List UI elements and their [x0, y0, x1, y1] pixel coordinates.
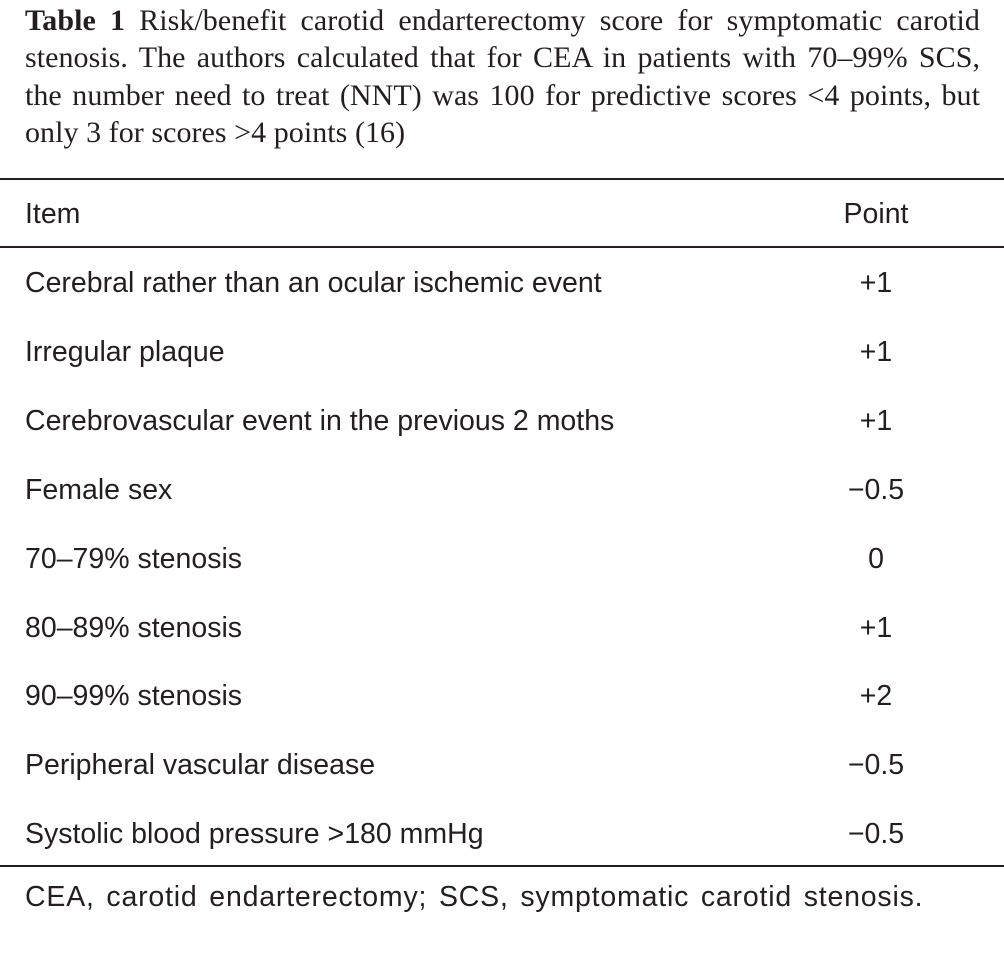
table-top-rule: [0, 178, 1004, 180]
table-row-item: 90–99% stenosis: [25, 680, 243, 712]
table-row-point: +2: [859, 680, 893, 712]
table-footnote: CEA, carotid endarterectomy; SCS, symptomatic carotid stenosis.: [25, 881, 924, 913]
table-caption-text: Risk/benefit carotid endarterectomy score for symptomatic carotid stenosis. The authors calculated that for CEA in patients with 70–99% SCS, the number need to treat (NNT) was 100 for predictive scores <4 points, but only 3 for scores >4 points (16): [25, 4, 980, 149]
table-row-item: Peripheral vascular disease: [25, 749, 376, 781]
header-point: Point: [843, 198, 909, 230]
table-caption-label: Table 1: [25, 4, 126, 37]
table-row-item: Cerebrovascular event in the previous 2 moths: [25, 405, 615, 437]
table-row-item: Irregular plaque: [25, 336, 225, 368]
table-row-point: −0.5: [847, 818, 905, 850]
table-row-point: +1: [859, 267, 893, 299]
table-row-item: Female sex: [25, 474, 173, 506]
table-caption: [25, 2, 980, 151]
table-row-item: 80–89% stenosis: [25, 612, 243, 644]
table-row-item: 70–79% stenosis: [25, 543, 243, 575]
table-header-rule: [0, 246, 1004, 248]
table-row-item: Cerebral rather than an ocular ischemic event: [25, 267, 602, 299]
table-bottom-rule: [0, 865, 1004, 867]
table-row-point: +1: [859, 405, 893, 437]
table-row-point: −0.5: [847, 474, 905, 506]
table-row-point: 0: [868, 543, 884, 575]
header-item: Item: [25, 198, 81, 230]
table-row-item: Systolic blood pressure >180 mmHg: [25, 818, 484, 850]
table-row-point: +1: [859, 612, 893, 644]
table-row-point: −0.5: [847, 749, 905, 781]
table-row-point: +1: [859, 336, 893, 368]
